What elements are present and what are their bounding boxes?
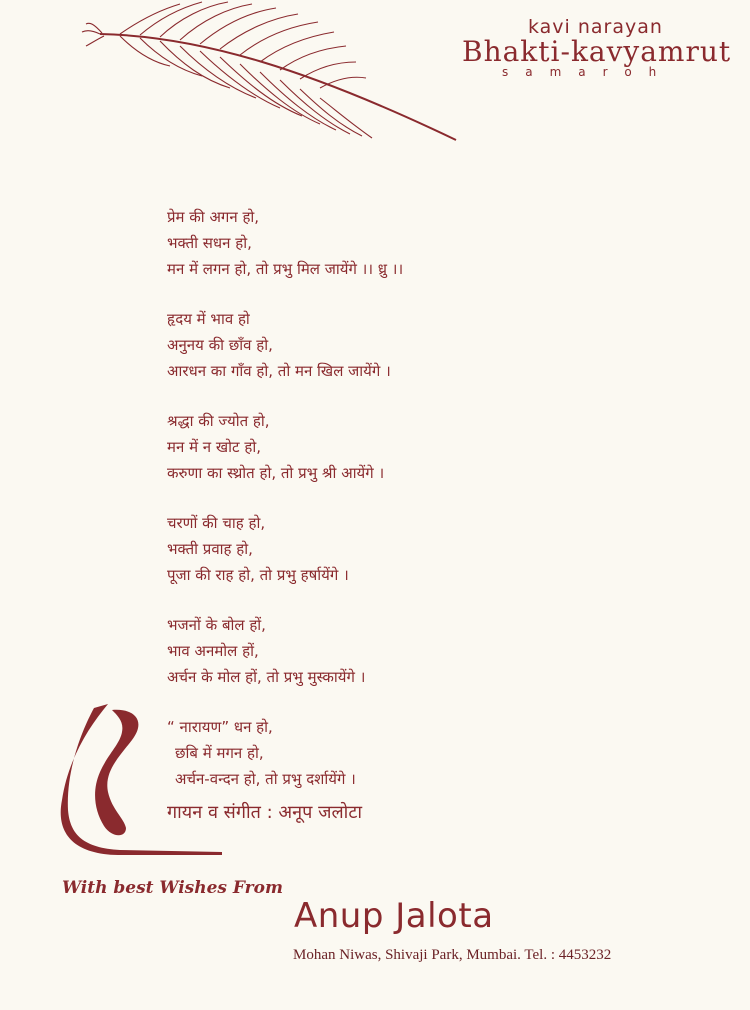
stanza-5 (167, 612, 637, 690)
poem (167, 204, 637, 816)
sender-address: Mohan Niwas, Shivaji Park, Mumbai. Tel. : 4453232 (293, 947, 612, 963)
stanza-1 (167, 204, 637, 282)
poem-line: मन में लगन हो, तो प्रभु मिल जायेंगे ।। ध्रु ।। (167, 260, 404, 278)
poem-line: चरणों की चाह हो, (167, 514, 266, 532)
stanza-4 (167, 510, 637, 588)
poem-line: अर्चन-वन्दन हो, तो प्रभु दर्शायेंगे । (175, 770, 356, 788)
singer-credit: गायन व संगीत : अनूप जलोटा (167, 802, 363, 823)
stanza-2 (167, 306, 637, 384)
poem-line: भजनों के बोल हों, (167, 616, 266, 634)
poem-line: प्रेम की अगन हो, (167, 208, 260, 226)
brand-main-text: Bhakti-kavyamrut (462, 35, 732, 68)
wishes-text: With best Wishes From (62, 878, 283, 898)
poem-line: अनुनय की छाँव हो, (167, 336, 273, 354)
poem-line: हृदय में भाव हो (167, 310, 250, 328)
poem-line: मन में न खोट हो, (167, 438, 261, 456)
poem-line: “ नारायण” धन हो, (167, 718, 273, 736)
poem-line: पूजा की राह हो, तो प्रभु हर्षायेंगे । (167, 566, 349, 584)
calligraphic-flourish-icon (60, 700, 230, 860)
brand-top-text: kavi narayan (528, 16, 663, 38)
stanza-3 (167, 408, 637, 486)
poem-line: भाव अनमोल हों, (167, 642, 259, 660)
event-brand (462, 16, 748, 78)
brand-sub-text: samaroh (502, 65, 674, 79)
poem-line: छबि में मगन हो, (175, 744, 264, 762)
poem-line: करुणा का स्थ्रोत हो, तो प्रभु श्री आयेंगे । (167, 464, 385, 482)
stanza-6 (167, 714, 637, 792)
feather-icon (80, 0, 460, 150)
sender-name: Anup Jalota (294, 896, 494, 936)
poem-line: भक्ती प्रवाह हो, (167, 540, 253, 558)
poem-line: श्रद्धा की ज्योत हो, (167, 412, 270, 430)
poem-line: अर्चन के मोल हों, तो प्रभु मुस्कायेंगे । (167, 668, 366, 686)
poem-line: भक्ती सधन हो, (167, 234, 252, 252)
poem-line: आरधन का गाँव हो, तो मन खिल जायेंगे । (167, 362, 391, 380)
